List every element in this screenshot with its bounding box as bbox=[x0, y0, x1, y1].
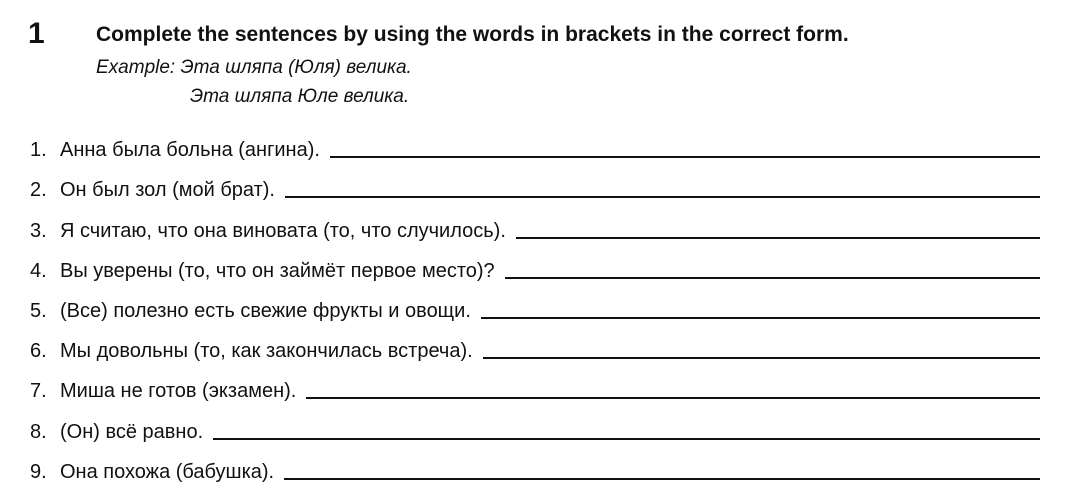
item-number: 9. bbox=[30, 460, 47, 483]
answer-line[interactable] bbox=[213, 438, 1040, 440]
example-answer: Эта шляпа Юле велика. bbox=[190, 86, 410, 107]
item-text: Он был зол (мой брат). bbox=[60, 179, 275, 202]
item-number: 1. bbox=[30, 139, 47, 162]
item-number: 4. bbox=[30, 259, 47, 282]
list-item bbox=[30, 283, 1040, 323]
item-text: Вы уверены (то, что он займёт первое место)? bbox=[60, 259, 495, 282]
item-number: 2. bbox=[30, 179, 47, 202]
item-text: (Он) всё равно. bbox=[60, 420, 204, 443]
list-item bbox=[30, 363, 1040, 403]
item-text: (Все) полезно есть свежие фрукты и овощи. bbox=[60, 299, 471, 322]
item-number: 7. bbox=[30, 380, 47, 403]
item-number: 3. bbox=[30, 219, 47, 242]
example-sentence: Эта шляпа (Юля) велика. bbox=[180, 57, 412, 78]
list-item bbox=[30, 122, 1040, 162]
example-line bbox=[96, 57, 412, 79]
item-text: Анна была больна (ангина). bbox=[60, 139, 320, 162]
item-number: 8. bbox=[30, 420, 47, 443]
sentence-list bbox=[30, 122, 1040, 484]
answer-line[interactable] bbox=[505, 277, 1040, 279]
list-item bbox=[30, 202, 1040, 242]
item-number: 5. bbox=[30, 299, 47, 322]
list-item bbox=[30, 403, 1040, 443]
item-number: 6. bbox=[30, 340, 47, 363]
item-text: Я считаю, что она виновата (то, что случилось). bbox=[60, 219, 506, 242]
answer-line[interactable] bbox=[516, 237, 1040, 239]
answer-line[interactable] bbox=[483, 357, 1040, 359]
list-item bbox=[30, 243, 1040, 283]
list-item bbox=[30, 162, 1040, 202]
item-text: Миша не готов (экзамен). bbox=[60, 380, 297, 403]
example-label: Example: bbox=[96, 57, 176, 78]
exercise-instruction: Complete the sentences by using the words in brackets in the correct form. bbox=[96, 23, 849, 46]
answer-line[interactable] bbox=[330, 156, 1040, 158]
answer-line[interactable] bbox=[481, 317, 1040, 319]
item-text: Она похожа (бабушка). bbox=[60, 460, 275, 483]
list-item bbox=[30, 444, 1040, 484]
answer-line[interactable] bbox=[306, 397, 1040, 399]
list-item bbox=[30, 323, 1040, 363]
answer-line[interactable] bbox=[285, 196, 1040, 198]
item-text: Мы довольны (то, как закончилась встреча). bbox=[60, 340, 473, 363]
answer-line[interactable] bbox=[284, 478, 1040, 480]
exercise-number: 1 bbox=[28, 17, 45, 50]
